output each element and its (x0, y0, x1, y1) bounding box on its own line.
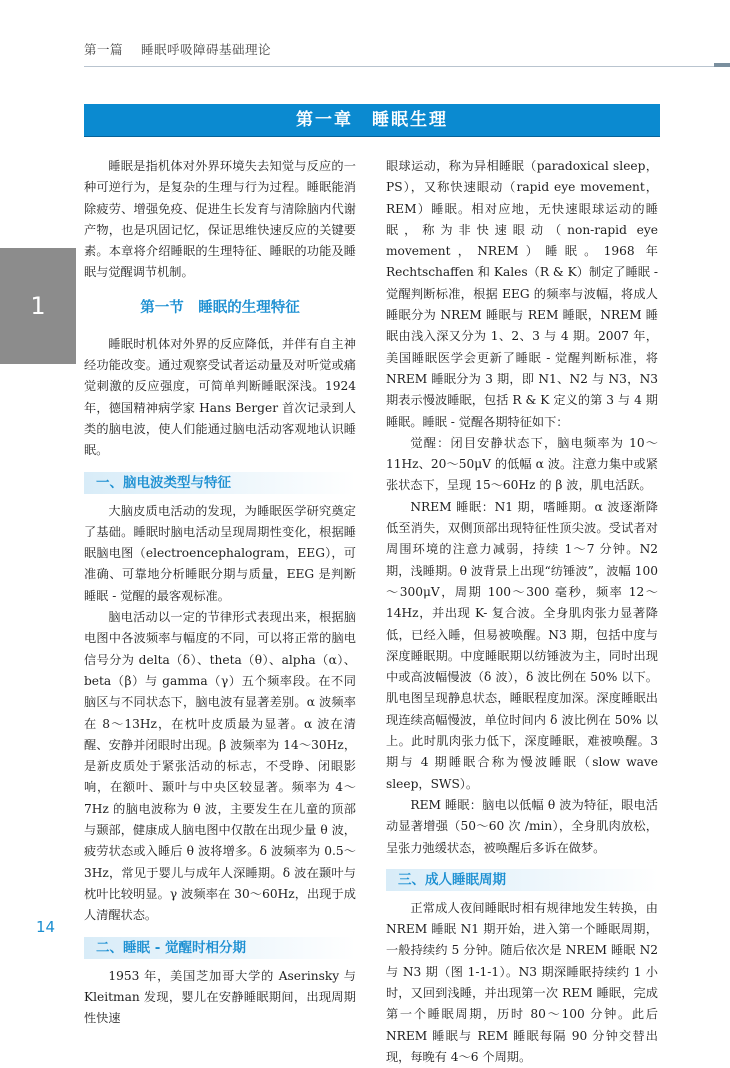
page-number: 14 (36, 918, 56, 936)
header-title: 睡眠呼吸障碍基础理论 (140, 42, 271, 57)
eeg-paragraph-1: 大脑皮质电活动的发现，为睡眠医学研究奠定了基础。睡眠时脑电活动呈现周期性变化，根据睡眠脑电图（electroencephalogram，EEG），可准确、可靠地分析睡眠分期与质量，EEG 是判断睡眠 - 觉醒的最客观标准。 (84, 503, 356, 603)
chapter-title: 第一章 睡眠生理 (84, 104, 660, 137)
rem-paragraph: REM 睡眠：脑电以低幅 θ 波为特征，眼电活动显著增强（50～60 次 /min），全身肌肉放松，呈张力弛缓状态，被唤醒后多诉在做梦。 (386, 797, 658, 855)
header-rule-accent (714, 63, 730, 67)
subheading-sleep-cycle: 三、成人睡眠周期 (386, 869, 658, 891)
intro-paragraph: 睡眠是指机体对外界环境失去知觉与反应的一种可逆行为，是复杂的生理与行为过程。睡眠能消除疲劳、增强免疫、促进生长发育与清除脑内代谢产物，也是巩固记忆，保证思维快速反应的关键要素。本章将介绍睡眠的生理特征、睡眠的功能及睡眠与觉醒调节机制。 (84, 159, 356, 280)
right-column (386, 156, 658, 1068)
wake-paragraph: 觉醒：闭目安静状态下，脑电频率为 10～11Hz、20～50μV 的低幅 α 波。注意力集中或紧张状态下，呈现 15～60Hz 的 β 波，肌电活跃。 (386, 435, 658, 493)
section-paragraph: 睡眠时机体对外界的反应降低，并伴有自主神经功能改变。通过观察受试者运动量及对听觉或痛觉刺激的反应强度，可简单判断睡眠深浅。1924年，德国精神病学家 Hans Berger 首次记录到人类的脑电波，使人们能通过脑电活动客观地认识睡眠。 (84, 336, 356, 458)
running-header (84, 40, 271, 58)
header-rule (84, 66, 730, 67)
subheading-eeg: 一、脑电波类型与特征 (84, 472, 356, 494)
eeg-paragraph-2: 脑电活动以一定的节律形式表现出来，根据脑电图中各波频率与幅度的不同，可以将正常的脑电信号分为 delta（δ）、theta（θ）、alpha（α）、beta（β）与 gamma（γ）五个频率段。在不同脑区与不同状态下，脑电波有显著差别。α 波频率在 8～13Hz，在枕叶皮质最为显著。α 波在清醒、安静并闭眼时出现。β 波频率为 14～30Hz，是新皮质处于紧张活动的标志，不受睁、闭眼影响，在额叶、颞叶与中央区较显著。频率为 4～7Hz 的脑电波称为 θ 波，主要发生在儿童的顶部与颞部，健康成人脑电图中仅散在出现少量 θ 波，疲劳状态或入睡后 θ 波将增多。δ 波频率为 0.5～3Hz，常见于婴儿与成年人深睡期。δ 波在颞叶与枕叶比较明显。γ 波频率在 30～60Hz，出现于成人清醒状态。 (84, 610, 356, 923)
sleep-cycle-paragraph: 正常成人夜间睡眠时相有规律地发生转换，由 NREM 睡眠 N1 期开始，进入第一个睡眠周期，一般持续约 5 分钟。随后依次是 NREM 睡眠 N2 与 N3 期（图 1-1-1）。N3 期深睡眠持续约 1 小时，又回到浅睡，并出现第一次 REM 睡眠，完成第一个睡眠周期，历时 80～100 分钟。此后 NREM 睡眠与 REM 睡眠每隔 90 分钟交替出现，每晚有 4～6 个周期。 (386, 900, 658, 1064)
left-column (84, 156, 356, 1029)
chapter-tab: 1 (0, 248, 76, 364)
continued-paragraph: 眼球运动，称为异相睡眠（paradoxical sleep，PS），又称快速眼动（rapid eye movement，REM）睡眠。相对应地，无快速眼球运动的睡眠，称为非快速眼动（non-rapid eye movement，NREM）睡眠。1968 年 Rechtschaffen 和 Kales（R & K）制定了睡眠 - 觉醒判断标准，根据 EEG 的频率与波幅，将成人睡眠分为 NREM 睡眠与 REM 睡眠，NREM 睡眠由浅入深又分为 1、2、3 与 4 期。2007 年，美国睡眠医学会更新了睡眠 - 觉醒判断标准，将 NREM 睡眠分为 3 期，即 N1、N2 与 N3，N3 期表示慢波睡眠，包括 R & K 定义的第 3 与 4 期睡眠。睡眠 - 觉醒各期特征如下： (386, 159, 658, 429)
sleep-stages-paragraph: 1953 年，美国芝加哥大学的 Aserinsky 与 Kleitman 发现，婴儿在安静睡眠期间，出现周期性快速 (84, 968, 356, 1026)
subheading-sleep-stages: 二、睡眠 - 觉醒时相分期 (84, 937, 356, 959)
section-heading: 第一节 睡眠的生理特征 (140, 299, 300, 316)
nrem-paragraph: NREM 睡眠：N1 期，嗜睡期。α 波逐渐降低至消失，双侧顶部出现特征性顶尖波。受试者对周围环境的注意力减弱，持续 1～7 分钟。N2 期，浅睡期。θ 波背景上出现“纺锤波”，波幅 100～300μV，周期 100～300 毫秒，频率 12～14Hz，并出现 K- 复合波。全身肌肉张力显著降低，已经入睡，但易被唤醒。N3 期，包括中度与深度睡眠期。中度睡眠期以纺锤波为主，同时出现中或高波幅慢波（δ 波），δ 波比例在 50% 以下。肌电图呈现静息状态，睡眠程度加深。深度睡眠出现连续高幅慢波，单位时间内 δ 波比例在 50% 以上。此时肌肉张力低下，深度睡眠，难被唤醒。3 期与 4 期睡眠合称为慢波睡眠（slow wave sleep，SWS）。 (386, 499, 658, 791)
header-part: 第一篇 (84, 42, 124, 57)
